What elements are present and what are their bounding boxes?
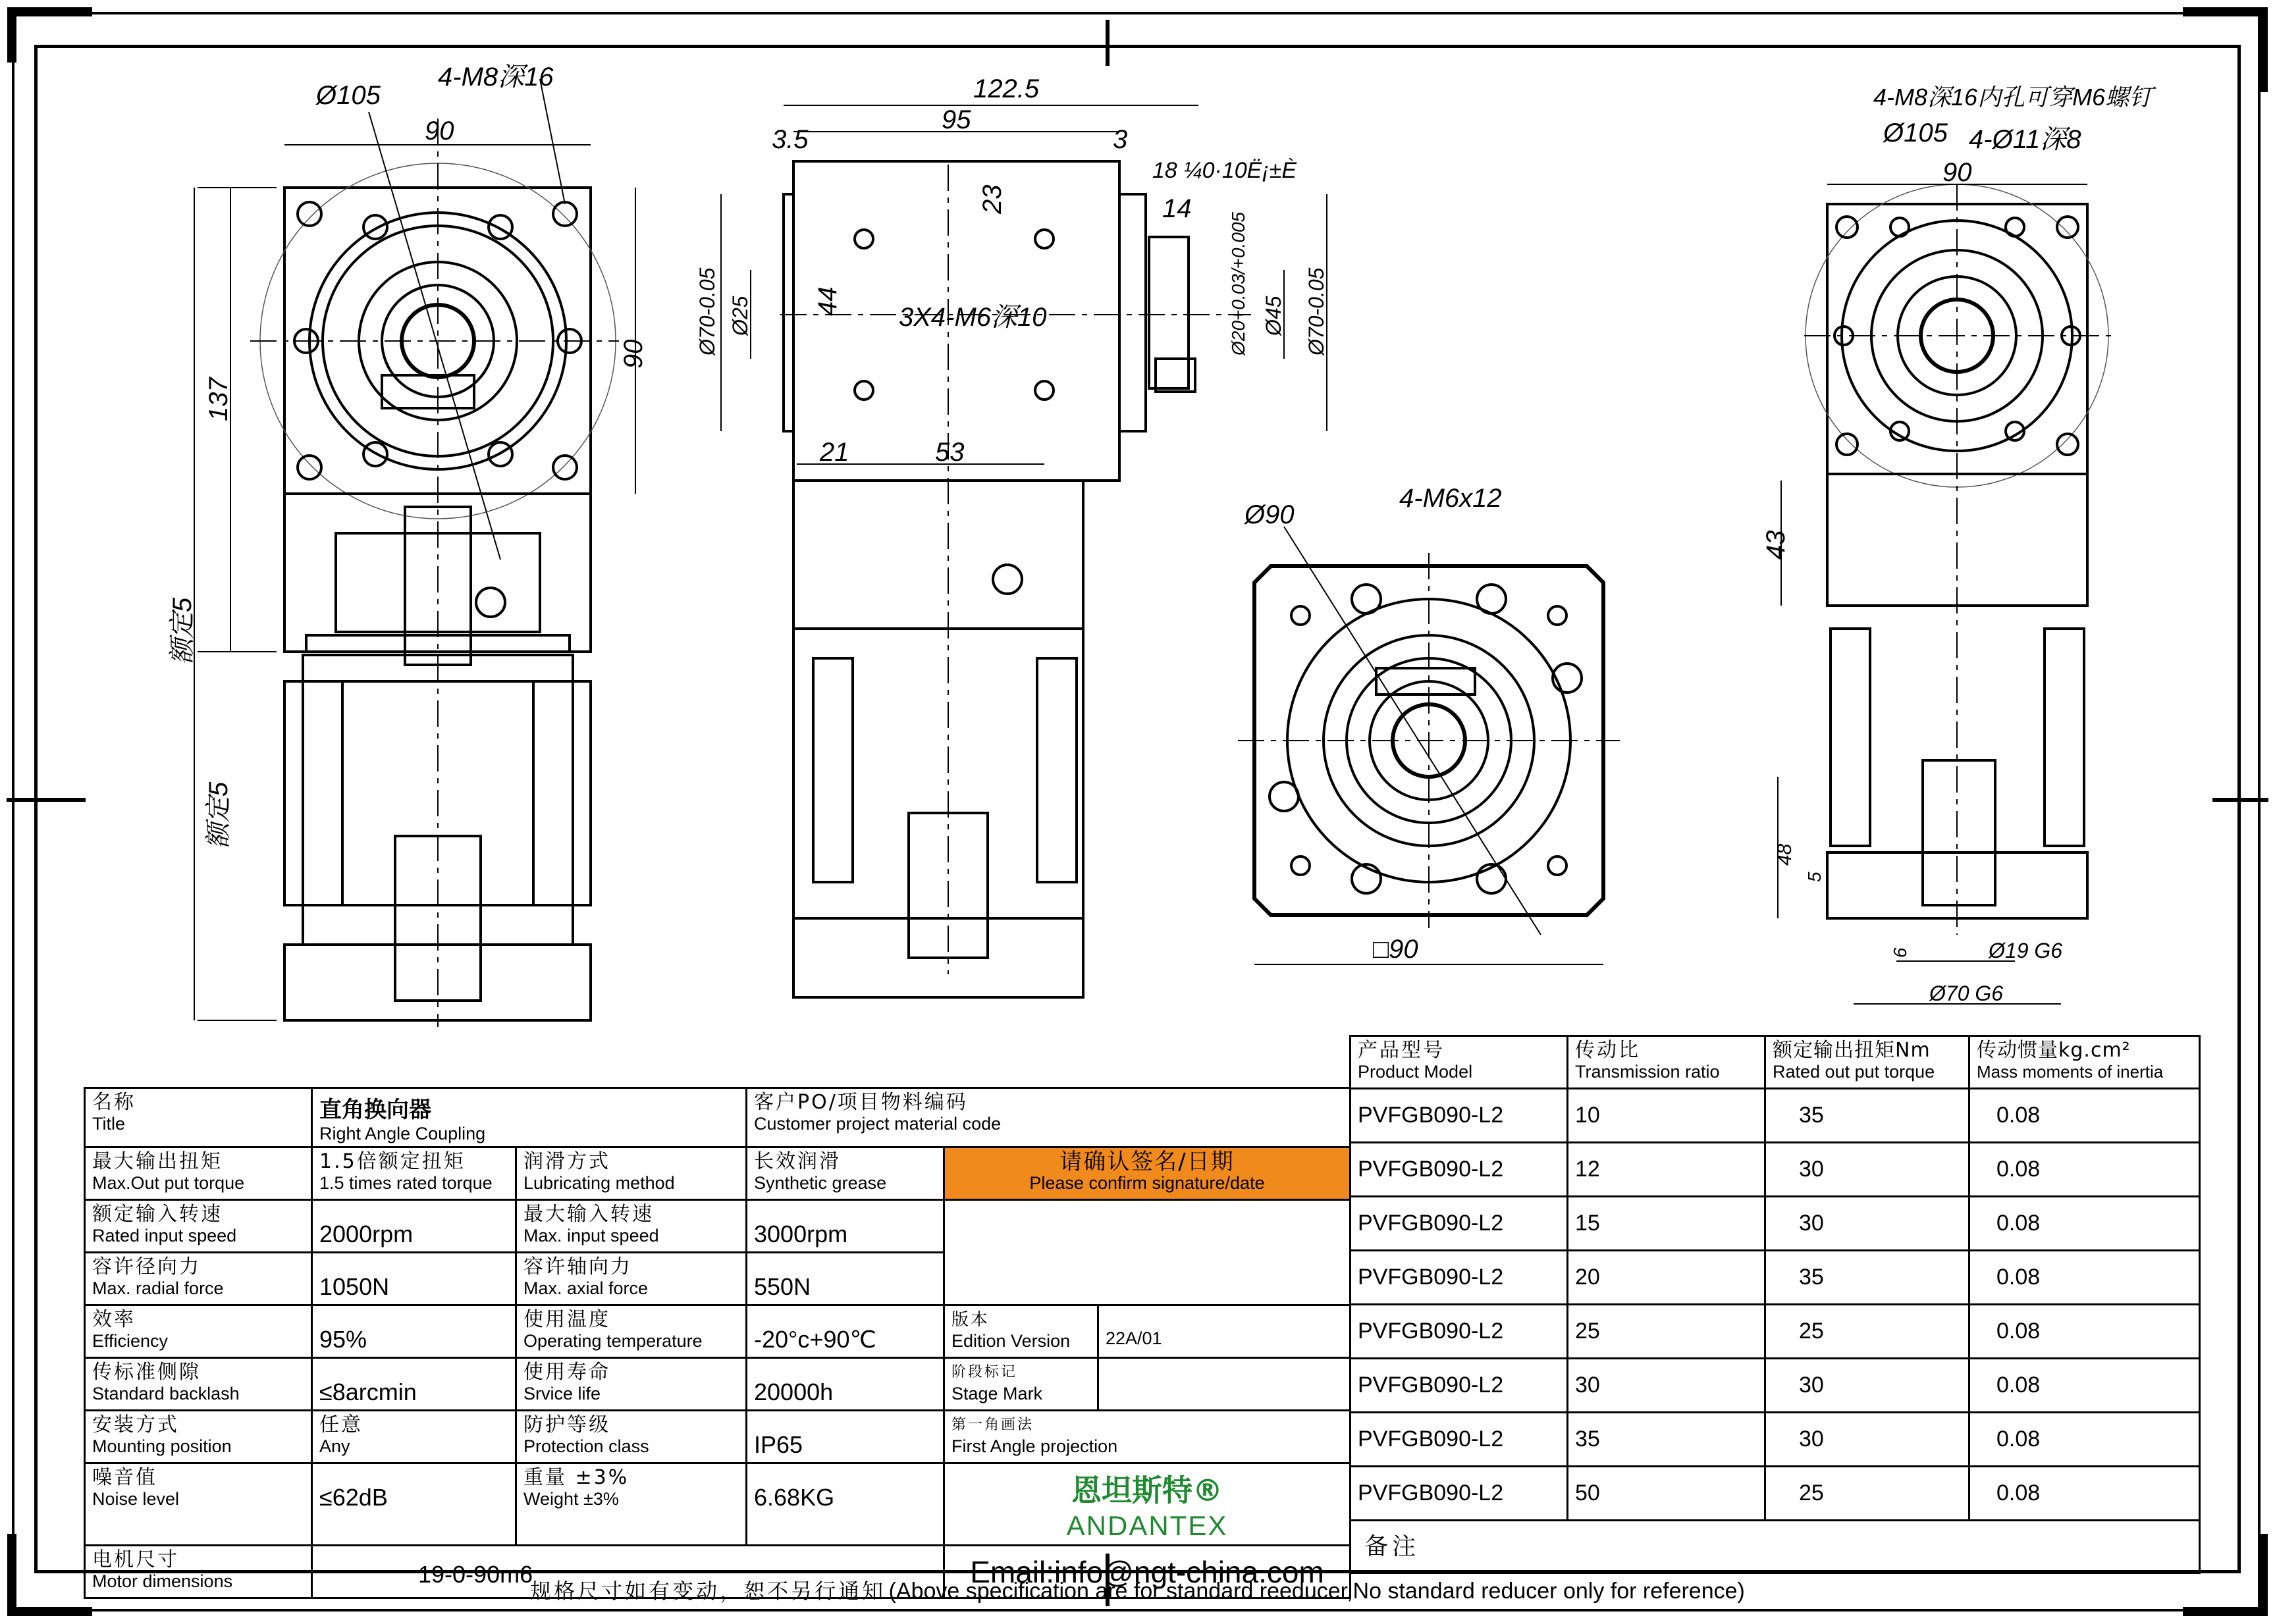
rated-speed-value: 2000rpm <box>312 1200 516 1253</box>
projection-mark: 第一角画法 First Angle projection <box>944 1411 1351 1463</box>
dim-square-flange: □90 <box>1373 935 1418 964</box>
table-cell: 35 <box>1765 1089 1969 1143</box>
table-cell: 0.08 <box>1969 1143 2200 1197</box>
life-value: 20000h <box>747 1358 944 1411</box>
email-contact: Email:info@ngt-china.com <box>944 1546 1351 1598</box>
max-torque-value: 1.5倍额定扭矩 1.5 times rated torque <box>312 1147 516 1200</box>
brand-logo: 恩坦斯特® ANDANTEX <box>944 1463 1351 1546</box>
dim-d70-side: Ø70-0.05 <box>695 267 719 355</box>
temp-label: 使用温度 Operating temperature <box>516 1305 747 1358</box>
max-torque-label: 最大输出扭矩 Max.Out put torque <box>85 1147 312 1200</box>
efficiency-value: 95% <box>312 1305 516 1358</box>
table-cell: PVFGB090-L2 <box>1351 1197 1568 1251</box>
radial-label: 容许径向力 Max. radial force <box>85 1253 312 1305</box>
table-cell: 30 <box>1765 1143 1969 1197</box>
mount-value: 任意 Any <box>312 1411 516 1463</box>
axial-value: 550N <box>747 1253 944 1305</box>
dim-note2-front: 额定5 <box>204 781 233 849</box>
dim-h43-right: 43 <box>1761 530 1790 560</box>
table-cell: 30 <box>1765 1413 1969 1467</box>
header-model: 产品型号 Product Model <box>1351 1036 1568 1089</box>
edition-value: 22A/01 <box>1098 1305 1351 1358</box>
table-row <box>1351 1143 2200 1197</box>
dim-h44-side: 44 <box>813 286 842 316</box>
protection-value: IP65 <box>747 1411 944 1463</box>
table-row <box>1351 1197 2200 1251</box>
table-cell: 0.08 <box>1969 1197 2200 1251</box>
spec-table <box>84 1087 1351 1599</box>
dim-left-side: 3.5 <box>772 125 809 154</box>
rated-speed-label: 额定输入转速 Rated input speed <box>85 1200 312 1253</box>
stage-label: 阶段标记 Stage Mark <box>944 1358 1098 1411</box>
backlash-label: 传标准侧隙 Standard backlash <box>85 1358 312 1411</box>
confirm-signature: 请确认签名/日期 Please confirm signature/date <box>944 1147 1351 1200</box>
title-label: 名称 Title <box>85 1088 312 1147</box>
mount-label: 安装方式 Mounting position <box>85 1411 312 1463</box>
dim-d90-flange: Ø90 <box>1245 500 1295 529</box>
header-ratio: 传动比 Transmission ratio <box>1568 1036 1765 1089</box>
remark-cell: 备注 <box>1351 1521 2200 1573</box>
dim-d70r-side: Ø70-0.05 <box>1304 267 1328 355</box>
footer-en: (Above specification are for standard reeducer,No standard reducer only for reference) <box>888 1579 1745 1604</box>
dim-d70-right: Ø70 G6 <box>1929 982 2004 1005</box>
table-cell: 0.08 <box>1969 1089 2200 1143</box>
radial-value: 1050N <box>312 1253 516 1305</box>
dim-w21-side: 21 <box>820 438 849 467</box>
dim-note1-front: 额定5 <box>168 597 197 665</box>
dim-d25-side: Ø25 <box>728 296 752 336</box>
dim-h23-side: 23 <box>978 184 1007 214</box>
table-row <box>1351 1359 2200 1413</box>
footer-note <box>0 1580 2275 1602</box>
table-row <box>1351 1251 2200 1305</box>
table-cell: 15 <box>1568 1197 1765 1251</box>
dim-holes-front: 4-M8深16 <box>438 63 554 92</box>
table-cell: 0.08 <box>1969 1467 2200 1521</box>
header-inertia: 传动惯量kg.cm² Mass moments of inertia <box>1969 1036 2200 1089</box>
dim-holes-flange: 4-M6x12 <box>1399 484 1502 513</box>
dim-height-front: 137 <box>204 377 233 421</box>
table-row <box>1351 1305 2200 1359</box>
axial-label: 容许轴向力 Max. axial force <box>516 1253 747 1305</box>
table-row <box>1351 1413 2200 1467</box>
table-cell: PVFGB090-L2 <box>1351 1359 1568 1413</box>
title-value: 直角换向器 Right Angle Coupling <box>312 1088 747 1147</box>
model-table <box>1349 1035 2201 1574</box>
noise-label: 噪音值 Noise level <box>85 1463 312 1546</box>
edition-label: 版本 Edition Version <box>944 1305 1098 1358</box>
dim-right-side: 3 <box>1113 125 1128 154</box>
dim-shaft-side: 14 <box>1162 194 1192 223</box>
table-cell: 0.08 <box>1969 1251 2200 1305</box>
table-cell: 12 <box>1568 1143 1765 1197</box>
table-cell: PVFGB090-L2 <box>1351 1413 1568 1467</box>
table-cell: 10 <box>1568 1089 1765 1143</box>
dim-h5-right: 5 <box>1804 872 1825 882</box>
efficiency-label: 效率 Efficiency <box>85 1305 312 1358</box>
temp-value: -20°c+90℃ <box>747 1305 944 1358</box>
dim-topnote-side: 18 ¼0·10Ë¡±È <box>1152 158 1297 183</box>
table-cell: 30 <box>1765 1197 1969 1251</box>
table-cell: 0.08 <box>1969 1413 2200 1467</box>
dim-d20-side: Ø20+0.03/+0.005 <box>1228 212 1248 355</box>
customer-code: 客户PO/项目物料编码 Customer project material code <box>747 1088 1351 1147</box>
table-row <box>1351 1089 2200 1143</box>
dim-d19-right: Ø19 G6 <box>1989 939 2063 962</box>
dim-h48-right: 48 <box>1774 843 1796 866</box>
table-cell: PVFGB090-L2 <box>1351 1251 1568 1305</box>
motor-label: 电机尺寸 Motor dimensions <box>85 1546 312 1598</box>
dim-h6-right: 6 <box>1890 947 1910 958</box>
table-cell: 20 <box>1568 1251 1765 1305</box>
lube-label: 润滑方式 Lubricating method <box>516 1147 747 1200</box>
lube-value: 长效润滑 Synthetic grease <box>747 1147 944 1200</box>
dim-tap-side: 3X4-M6深10 <box>899 303 1047 332</box>
table-cell: 25 <box>1765 1305 1969 1359</box>
header-torque: 额定输出扭矩Nm Rated out put torque <box>1765 1036 1969 1089</box>
dim-d45-side: Ø45 <box>1262 296 1285 336</box>
weight-value: 6.68KG <box>747 1463 944 1546</box>
backlash-value: ≤8arcmin <box>312 1358 516 1411</box>
life-label: 使用寿命 Srvice life <box>516 1358 747 1411</box>
dim-width-front: 90 <box>425 117 454 145</box>
dim-d105-front: Ø105 <box>316 81 381 110</box>
table-cell: 35 <box>1568 1413 1765 1467</box>
motor-value: 19-0-90m6 <box>312 1546 944 1598</box>
table-cell: 25 <box>1765 1467 1969 1521</box>
table-row <box>1351 1467 2200 1521</box>
dim-w53-side: 53 <box>935 438 965 467</box>
table-cell: 25 <box>1568 1305 1765 1359</box>
noise-value: ≤62dB <box>312 1463 516 1546</box>
protection-label: 防护等级 Protection class <box>516 1411 747 1463</box>
signature-area <box>944 1200 1351 1305</box>
table-cell: 0.08 <box>1969 1305 2200 1359</box>
dim-width-right: 90 <box>1942 158 1972 187</box>
table-cell: 30 <box>1568 1359 1765 1413</box>
dim-body-side: 95 <box>942 105 971 134</box>
dim-holes2-right: 4-Ø11深8 <box>1969 125 2081 154</box>
weight-label: 重量 ±3% Weight ±3% <box>516 1463 747 1546</box>
dim-side-front: 90 <box>619 339 648 369</box>
table-cell: PVFGB090-L2 <box>1351 1089 1568 1143</box>
footer-cn: 规格尺寸如有变动，恕不另行通知 <box>530 1579 886 1604</box>
max-speed-value: 3000rpm <box>747 1200 944 1253</box>
table-cell: 35 <box>1765 1251 1969 1305</box>
dim-total-side: 122.5 <box>973 74 1040 103</box>
table-cell: PVFGB090-L2 <box>1351 1305 1568 1359</box>
stage-value <box>1098 1358 1351 1411</box>
dim-holes-right: 4-M8深16内孔可穿M6螺钉 <box>1873 84 2153 111</box>
dim-d105-right: Ø105 <box>1883 118 1948 147</box>
table-cell: 50 <box>1568 1467 1765 1521</box>
table-cell: PVFGB090-L2 <box>1351 1467 1568 1521</box>
table-cell: PVFGB090-L2 <box>1351 1143 1568 1197</box>
table-cell: 0.08 <box>1969 1359 2200 1413</box>
table-cell: 30 <box>1765 1359 1969 1413</box>
max-speed-label: 最大输入转速 Max. input speed <box>516 1200 747 1253</box>
